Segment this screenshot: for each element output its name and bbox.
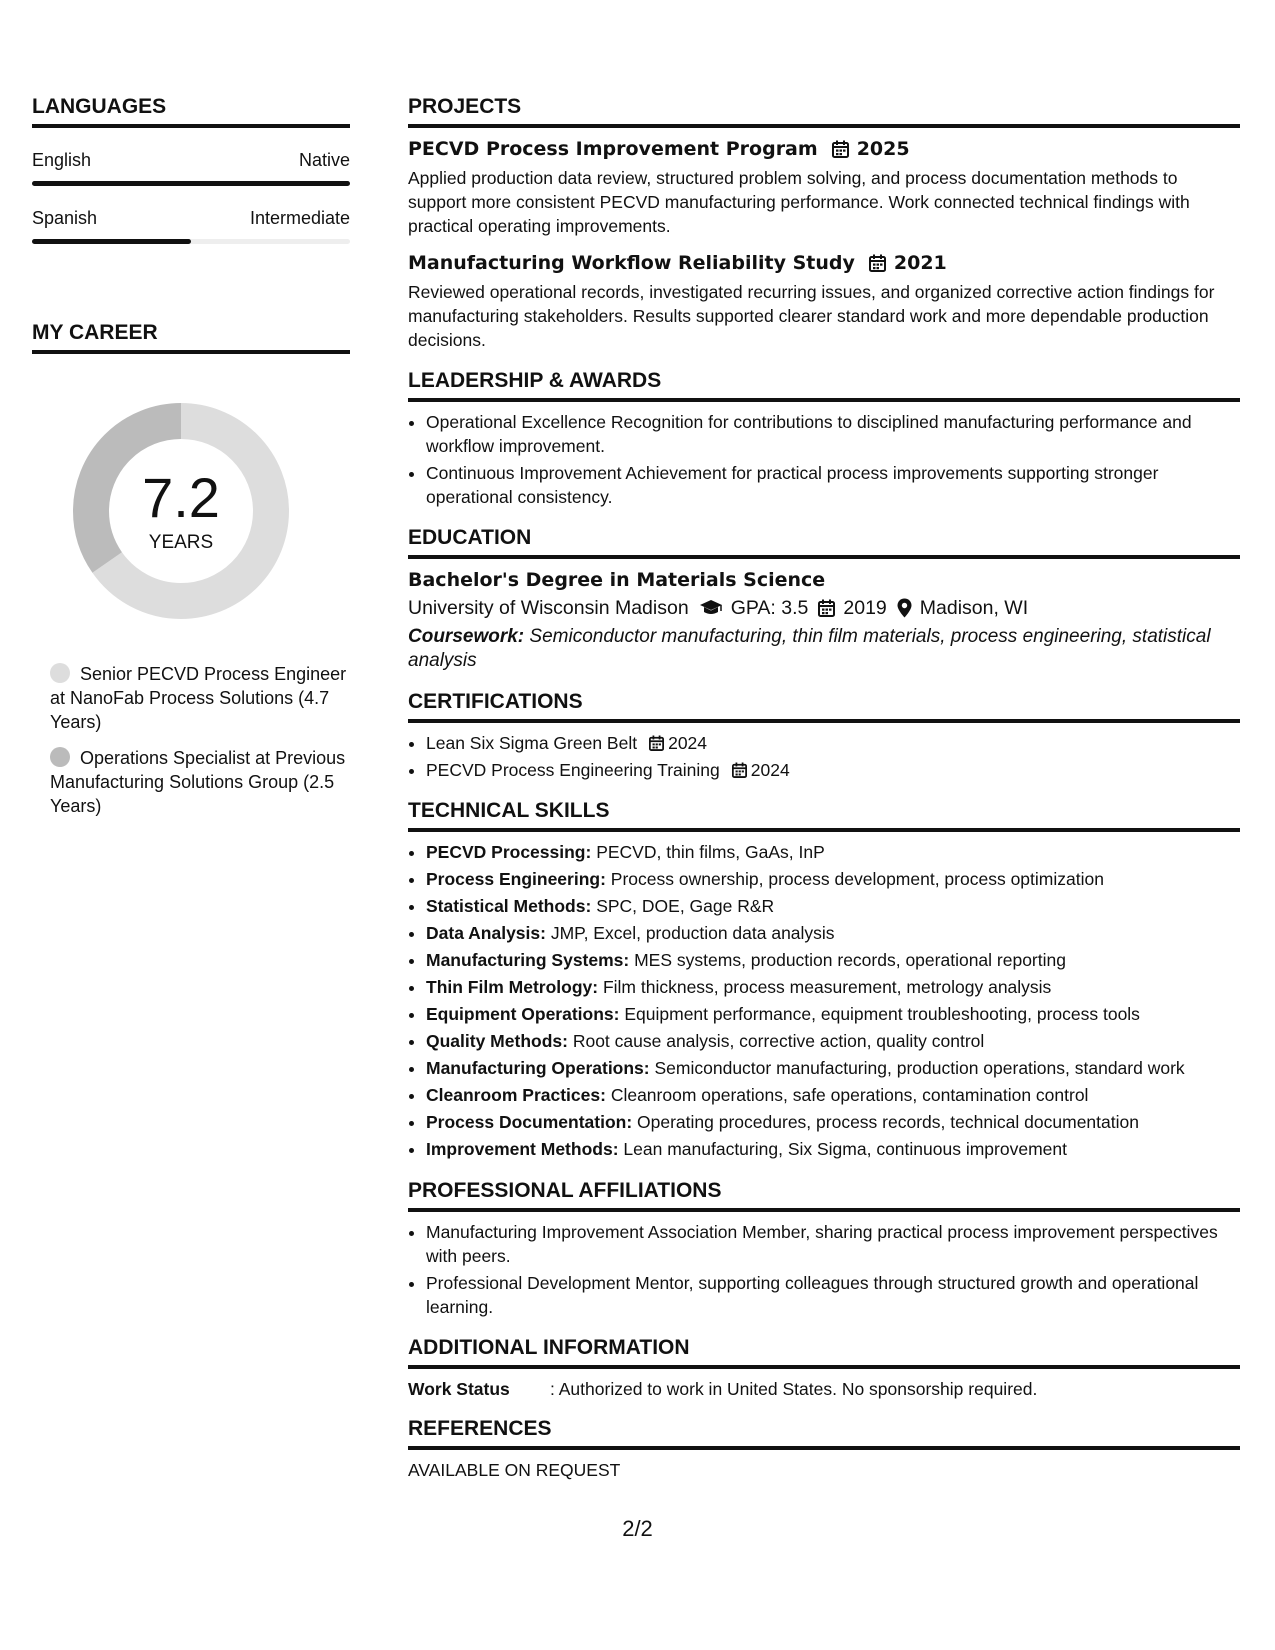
skill-item bbox=[426, 948, 1240, 973]
education-year: 2019 bbox=[843, 597, 887, 619]
skill-label: Manufacturing Systems: bbox=[426, 950, 630, 970]
language-name: Spanish bbox=[32, 208, 98, 228]
project-description: Reviewed operational records, investigated recurring issues, and organized corrective action findings for manufacturing stakeholders. Results supported clearer standard work and more dependable production decisions. bbox=[408, 282, 1215, 350]
language-proficiency-fill bbox=[32, 239, 191, 244]
education-school: University of Wisconsin Madison bbox=[408, 597, 689, 619]
references-text: AVAILABLE ON REQUEST bbox=[408, 1460, 621, 1480]
skill-value: Lean manufacturing, Six Sigma, continuous improvement bbox=[623, 1139, 1067, 1159]
projects-title: PROJECTS bbox=[408, 94, 1240, 128]
skill-value: MES systems, production records, operational reporting bbox=[634, 950, 1066, 970]
certifications-section bbox=[408, 689, 1240, 782]
certifications-list bbox=[408, 731, 1240, 782]
affiliations-list bbox=[408, 1220, 1240, 1319]
skill-item bbox=[426, 921, 1240, 946]
education-location: Madison, WI bbox=[919, 597, 1029, 619]
project-name: PECVD Process Improvement Program bbox=[408, 138, 818, 160]
career-legend-item bbox=[50, 662, 350, 734]
project-name: Manufacturing Workflow Reliability Study bbox=[408, 252, 855, 274]
skill-label: Process Engineering: bbox=[426, 869, 606, 889]
skill-item bbox=[426, 1137, 1240, 1162]
list-item bbox=[426, 758, 1240, 782]
leadership-list bbox=[408, 410, 1240, 509]
skill-item bbox=[426, 1002, 1240, 1027]
career-total-value: 7.2 bbox=[142, 466, 220, 529]
work-status-label: Work Status bbox=[408, 1379, 510, 1399]
language-proficiency-bar bbox=[32, 239, 350, 244]
education-section bbox=[408, 525, 1240, 673]
calendar-icon bbox=[818, 599, 835, 617]
skill-value: Semiconductor manufacturing, production operations, standard work bbox=[654, 1058, 1185, 1078]
skill-label: Statistical Methods: bbox=[426, 896, 592, 916]
language-level: Intermediate bbox=[249, 208, 350, 228]
project-item bbox=[408, 136, 1240, 238]
leadership-title: LEADERSHIP & AWARDS bbox=[408, 368, 1240, 402]
career-legend-label: Operations Specialist at Previous Manufacturing Solutions Group (2.5 Years) bbox=[50, 748, 346, 816]
language-proficiency-fill bbox=[32, 181, 350, 186]
career-donut-chart bbox=[66, 396, 296, 626]
coursework-label: Coursework: bbox=[408, 626, 525, 647]
right-column bbox=[408, 94, 1240, 1497]
skill-label: Manufacturing Operations: bbox=[426, 1058, 650, 1078]
language-item bbox=[32, 150, 350, 186]
list-item: • Manufacturing Improvement Association Member, sharing practical process improvement perspectives with peers. bbox=[426, 1220, 1240, 1268]
list-item: • Continuous Improvement Achievement for practical process improvements supporting stronger operational consistency. bbox=[426, 461, 1240, 509]
skill-label: Process Documentation: bbox=[426, 1112, 633, 1132]
project-item bbox=[408, 250, 1240, 352]
skill-label: Quality Methods: bbox=[426, 1031, 568, 1051]
list-item: • Professional Development Mentor, supporting colleagues through structured growth and operational learning. bbox=[426, 1271, 1240, 1319]
work-status-row bbox=[408, 1379, 1240, 1400]
skill-value: Cleanroom operations, safe operations, contamination control bbox=[610, 1085, 1089, 1105]
work-status-value: : Authorized to work in United States. No sponsorship required. bbox=[550, 1379, 1038, 1399]
education-gpa: GPA: 3.5 bbox=[730, 597, 809, 619]
career-legend-label: Senior PECVD Process Engineer at NanoFab Process Solutions (4.7 Years) bbox=[50, 664, 347, 732]
left-column bbox=[32, 94, 350, 830]
calendar-icon bbox=[869, 254, 886, 272]
skill-item bbox=[426, 867, 1240, 892]
language-name: English bbox=[32, 150, 92, 170]
cert-year: 2024 bbox=[668, 733, 708, 753]
affiliations-section bbox=[408, 1178, 1240, 1319]
education-details bbox=[408, 593, 1240, 623]
map-pin-icon bbox=[897, 598, 912, 618]
skill-value: SPC, DOE, Gage R&R bbox=[596, 896, 775, 916]
cert-year: 2024 bbox=[750, 760, 790, 780]
legend-dot-icon bbox=[50, 663, 70, 683]
skill-label: Cleanroom Practices: bbox=[426, 1085, 606, 1105]
language-item bbox=[32, 208, 350, 244]
additional-title: ADDITIONAL INFORMATION bbox=[408, 1335, 1240, 1369]
language-list bbox=[32, 150, 350, 244]
career-title: MY CAREER bbox=[32, 320, 350, 354]
career-legend-item bbox=[50, 746, 350, 818]
skill-value: PECVD, thin films, GaAs, InP bbox=[596, 842, 825, 862]
skill-item bbox=[426, 840, 1240, 865]
skill-value: Root cause analysis, corrective action, quality control bbox=[572, 1031, 985, 1051]
skill-label: Equipment Operations: bbox=[426, 1004, 620, 1024]
references-title: REFERENCES bbox=[408, 1416, 1240, 1450]
skill-value: Film thickness, process measurement, metrology analysis bbox=[602, 977, 1052, 997]
education-title: EDUCATION bbox=[408, 525, 1240, 559]
affiliations-title: PROFESSIONAL AFFILIATIONS bbox=[408, 1178, 1240, 1212]
list-item: • Operational Excellence Recognition for contributions to disciplined manufacturing performance and workflow improvement. bbox=[426, 410, 1240, 458]
page-number: 2/2 bbox=[622, 1516, 653, 1541]
references-section bbox=[408, 1416, 1240, 1481]
graduation-cap-icon bbox=[699, 599, 723, 617]
leadership-section bbox=[408, 368, 1240, 509]
legend-dot-icon bbox=[50, 747, 70, 767]
career-total-unit: YEARS bbox=[148, 532, 214, 553]
skills-title: TECHNICAL SKILLS bbox=[408, 798, 1240, 832]
career-legend bbox=[32, 662, 350, 818]
calendar-icon bbox=[732, 762, 747, 778]
skill-value: Operating procedures, process records, technical documentation bbox=[637, 1112, 1139, 1132]
skills-section bbox=[408, 798, 1240, 1162]
skill-item bbox=[426, 1083, 1240, 1108]
skill-item bbox=[426, 894, 1240, 919]
skill-label: PECVD Processing: bbox=[426, 842, 592, 862]
languages-title: LANGUAGES bbox=[32, 94, 350, 128]
career-section bbox=[32, 320, 350, 818]
skills-list bbox=[408, 840, 1240, 1162]
skill-value: Process ownership, process development, process optimization bbox=[610, 869, 1104, 889]
skill-label: Data Analysis: bbox=[426, 923, 546, 943]
skill-item bbox=[426, 975, 1240, 1000]
skill-label: Thin Film Metrology: bbox=[426, 977, 599, 997]
skill-value: JMP, Excel, production data analysis bbox=[550, 923, 835, 943]
project-year: 2025 bbox=[856, 138, 910, 160]
skill-item bbox=[426, 1029, 1240, 1054]
language-level: Native bbox=[298, 150, 350, 170]
skill-item bbox=[426, 1110, 1240, 1135]
calendar-icon bbox=[832, 140, 849, 158]
cert-name: • PECVD Process Engineering Training bbox=[426, 760, 720, 780]
project-description: Applied production data review, structured problem solving, and process documentation methods to support more consistent PECVD manufacturing performance. Work connected technical findings with practical operating improvements. bbox=[408, 168, 1190, 236]
language-proficiency-bar bbox=[32, 181, 350, 186]
education-degree: Bachelor's Degree in Materials Science bbox=[408, 569, 826, 591]
projects-section bbox=[408, 94, 1240, 352]
skill-value: Equipment performance, equipment troubleshooting, process tools bbox=[624, 1004, 1140, 1024]
cert-name: • Lean Six Sigma Green Belt bbox=[426, 733, 638, 753]
skill-item bbox=[426, 1056, 1240, 1081]
list-item bbox=[426, 731, 1240, 755]
certifications-title: CERTIFICATIONS bbox=[408, 689, 1240, 723]
project-year: 2021 bbox=[893, 252, 947, 274]
education-coursework bbox=[408, 625, 1240, 673]
skill-label: Improvement Methods: bbox=[426, 1139, 619, 1159]
coursework-text: Semiconductor manufacturing, thin film materials, process engineering, statistical analysis bbox=[408, 626, 1211, 671]
calendar-icon bbox=[649, 735, 664, 751]
additional-section bbox=[408, 1335, 1240, 1400]
